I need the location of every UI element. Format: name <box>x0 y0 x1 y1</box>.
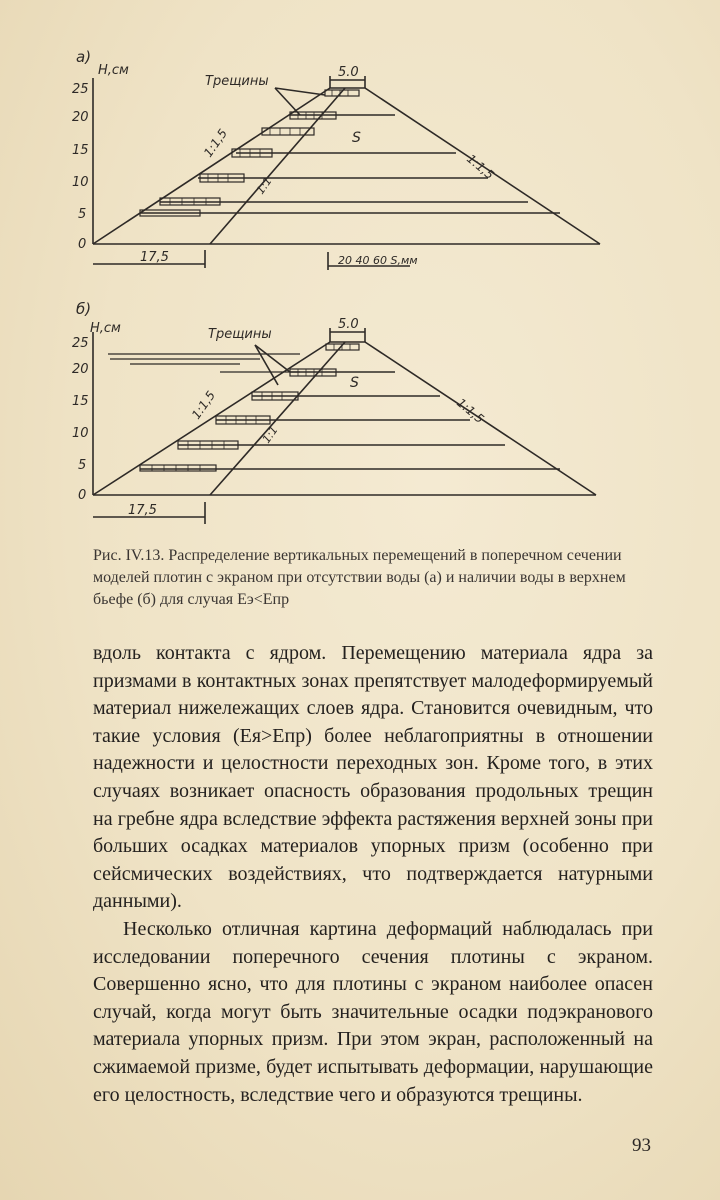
top-width-label: 5.0 <box>338 65 359 80</box>
scale-label: 20 40 60 S,мм <box>338 254 418 267</box>
tick-label: 15 <box>72 394 89 409</box>
base-dim-label: 17,5 <box>128 503 157 518</box>
body-text <box>93 640 653 1109</box>
tick-label: 10 <box>72 175 89 190</box>
slope-left-label: 1:1,5 <box>200 126 231 160</box>
tick-label: 5 <box>78 458 87 473</box>
panel-label: б) <box>76 300 92 318</box>
panel-label: а) <box>76 48 92 66</box>
base-dim-label: 17,5 <box>140 250 169 265</box>
s-label: S <box>352 130 361 146</box>
cracks-label: Трещины <box>205 74 269 89</box>
paragraph: вдоль контакта с ядром. Перемещению материала ядра за призмами в контактных зонах препятствует малодеформируемый материал нижележащих слоев ядра. Становится очевидным, что такие условия (Eя>Eпр) более неблагоприятны в отношении надежности и целостности переходных зон. Кроме того, в этих случаях возникает опасность образования продольных трещин на гребне ядра вследствие эффекта растяжения верхней зоны при больших осадках материалов упорных призм (особенно при сейсмических воздействиях, что подтверждается натурными данными). <box>93 642 653 913</box>
dam-outline <box>93 342 596 495</box>
figure-a <box>0 40 720 290</box>
dam-outline <box>93 88 600 244</box>
core-line <box>210 342 345 495</box>
tick-label: 15 <box>72 143 89 158</box>
tick-label: 25 <box>72 336 89 351</box>
paragraph: Несколько отличная картина деформаций наблюдалась при исследовании поперечного сечения плотины с экраном. Совершенно ясно, что для плотины с экраном наиболее опасен случай, когда могут быть значительные осадки подэкранового материала упорных призм. При этом экран, расположенный на сжимаемой призме, будет испытывать деформации, нарушающие его целостность, вследствие чего и образуются трещины. <box>93 917 653 1106</box>
slope-right-label: 1:1,5 <box>464 151 497 183</box>
tick-label: 20 <box>72 110 89 125</box>
slope-core-label: 1:1 <box>253 174 275 197</box>
cracks-label: Трещины <box>208 327 272 342</box>
tick-label: 5 <box>78 207 87 222</box>
tick-label: 0 <box>78 237 87 252</box>
slope-core-label: 1:1 <box>259 423 281 446</box>
s-label: S <box>350 375 359 391</box>
tick-label: 20 <box>72 362 89 377</box>
slope-left-label: 1:1,5 <box>188 388 219 422</box>
axis-label: Н,см <box>98 63 129 78</box>
figure-b <box>0 292 720 542</box>
tick-label: 25 <box>72 82 89 97</box>
tick-label: 0 <box>78 488 87 503</box>
tick-label: 10 <box>72 426 89 441</box>
page-number: 93 <box>632 1135 651 1156</box>
axis-label: Н,см <box>90 321 121 336</box>
top-width-label: 5.0 <box>338 317 359 332</box>
figure-caption: Рис. IV.13. Распределение вертикальных перемещений в поперечном сечении моделей плотин с экраном при отсутствии воды (а) и наличии воды в верхнем бьефе (б) для случая Eэ<Eпр <box>93 547 626 608</box>
slope-right-label: 1:1,5 <box>454 395 487 427</box>
